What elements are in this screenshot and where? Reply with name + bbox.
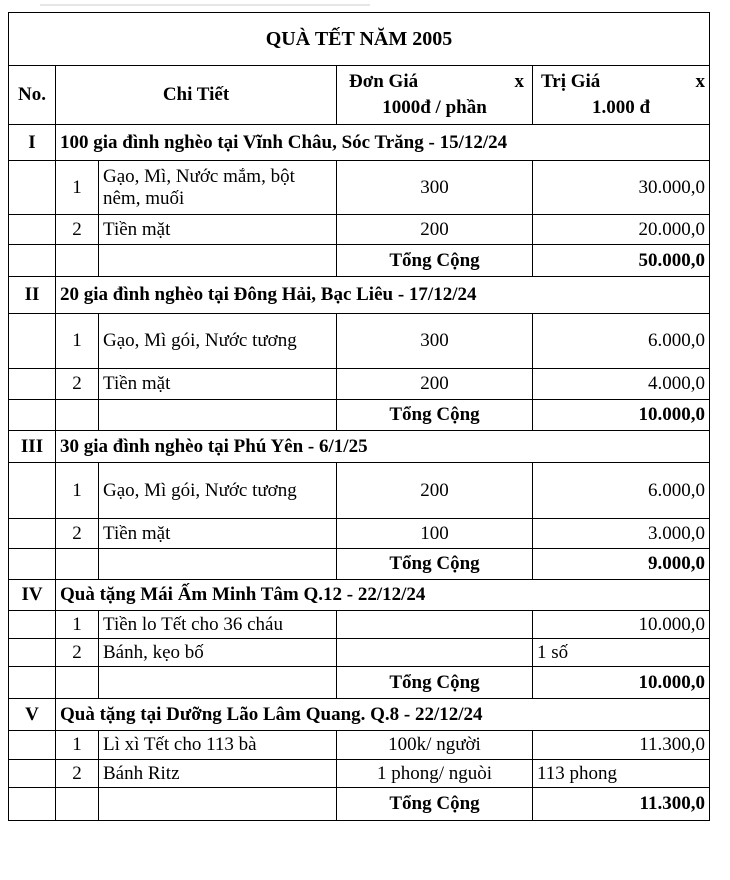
header-row [9, 66, 710, 125]
total-row [9, 788, 710, 821]
item-detail: Gạo, Mì, Nước mắm, bột nêm, muối [99, 161, 337, 215]
header-unit-price-x: x [514, 71, 524, 92]
item-unit [337, 611, 533, 639]
item-value: 20.000,0 [533, 215, 710, 245]
table-row [9, 215, 710, 245]
gift-table-sheet [8, 12, 710, 821]
header-detail: Chi Tiết [56, 66, 337, 125]
item-no: 1 [56, 463, 99, 519]
header-value-label: Trị Giá [541, 71, 601, 92]
item-unit: 100k/ người [337, 731, 533, 760]
item-unit: 200 [337, 463, 533, 519]
item-unit: 100 [337, 519, 533, 549]
item-value: 10.000,0 [533, 611, 710, 639]
item-detail: Tiền mặt [99, 215, 337, 245]
total-row [9, 245, 710, 277]
section-row [9, 699, 710, 731]
item-no: 1 [56, 314, 99, 369]
item-value: 6.000,0 [533, 314, 710, 369]
section-row [9, 125, 710, 161]
section-title: Quà tặng tại Dưỡng Lão Lâm Quang. Q.8 - 22/12/24 [56, 699, 710, 731]
table-row [9, 314, 710, 369]
table-row [9, 760, 710, 788]
item-value: 1 số [533, 639, 710, 667]
item-value: 113 phong [533, 760, 710, 788]
item-detail: Lì xì Tết cho 113 bà [99, 731, 337, 760]
total-value: 9.000,0 [533, 549, 710, 580]
section-row [9, 580, 710, 611]
total-row [9, 667, 710, 699]
section-title: 30 gia đình nghèo tại Phú Yên - 6/1/25 [56, 431, 710, 463]
item-detail: Tiền lo Tết cho 36 cháu [99, 611, 337, 639]
total-label: Tổng Cộng [337, 245, 533, 277]
total-label: Tổng Cộng [337, 788, 533, 821]
item-unit: 300 [337, 314, 533, 369]
title-row [9, 13, 710, 66]
total-label: Tổng Cộng [337, 667, 533, 699]
total-row [9, 400, 710, 431]
item-no: 2 [56, 369, 99, 400]
section-roman: II [9, 277, 56, 314]
header-no: No. [9, 66, 56, 125]
item-no: 1 [56, 611, 99, 639]
table-row [9, 731, 710, 760]
item-value: 11.300,0 [533, 731, 710, 760]
page-title: QUÀ TẾT NĂM 2005 [9, 13, 710, 66]
header-value [533, 66, 710, 125]
section-roman: V [9, 699, 56, 731]
gift-table [8, 12, 710, 821]
item-no: 2 [56, 215, 99, 245]
item-no: 2 [56, 639, 99, 667]
item-value: 6.000,0 [533, 463, 710, 519]
section-row [9, 277, 710, 314]
item-value: 30.000,0 [533, 161, 710, 215]
item-unit: 300 [337, 161, 533, 215]
table-row [9, 639, 710, 667]
header-unit-price-unit: 1000đ / phần [382, 97, 487, 118]
item-unit [337, 639, 533, 667]
section-title: 100 gia đình nghèo tại Vĩnh Châu, Sóc Trăng - 15/12/24 [56, 125, 710, 161]
item-detail: Tiền mặt [99, 519, 337, 549]
item-detail: Bánh, kẹo bố [99, 639, 337, 667]
item-detail: Tiền mặt [99, 369, 337, 400]
section-row [9, 431, 710, 463]
table-row [9, 463, 710, 519]
total-label: Tổng Cộng [337, 549, 533, 580]
item-detail: Gạo, Mì gói, Nước tương [99, 463, 337, 519]
header-unit-price [337, 66, 533, 125]
section-title: Quà tặng Mái Ấm Minh Tâm Q.12 - 22/12/24 [56, 580, 710, 611]
item-unit: 200 [337, 215, 533, 245]
item-no: 1 [56, 161, 99, 215]
table-row [9, 161, 710, 215]
table-row [9, 519, 710, 549]
header-unit-price-label: Đơn Giá [349, 71, 419, 92]
total-row [9, 549, 710, 580]
item-unit: 200 [337, 369, 533, 400]
total-value: 11.300,0 [533, 788, 710, 821]
section-roman: III [9, 431, 56, 463]
header-value-x: x [695, 71, 705, 92]
section-roman: IV [9, 580, 56, 611]
section-title: 20 gia đình nghèo tại Đông Hải, Bạc Liêu - 17/12/24 [56, 277, 710, 314]
item-no: 1 [56, 731, 99, 760]
total-label: Tổng Cộng [337, 400, 533, 431]
item-unit: 1 phong/ nguòi [337, 760, 533, 788]
total-value: 10.000,0 [533, 400, 710, 431]
total-value: 50.000,0 [533, 245, 710, 277]
item-no: 2 [56, 760, 99, 788]
top-divider [40, 4, 370, 6]
item-value: 4.000,0 [533, 369, 710, 400]
header-value-unit: 1.000 đ [591, 97, 651, 118]
section-roman: I [9, 125, 56, 161]
table-row [9, 611, 710, 639]
item-value: 3.000,0 [533, 519, 710, 549]
item-no: 2 [56, 519, 99, 549]
table-row [9, 369, 710, 400]
item-detail: Bánh Ritz [99, 760, 337, 788]
item-detail: Gạo, Mì gói, Nước tương [99, 314, 337, 369]
total-value: 10.000,0 [533, 667, 710, 699]
